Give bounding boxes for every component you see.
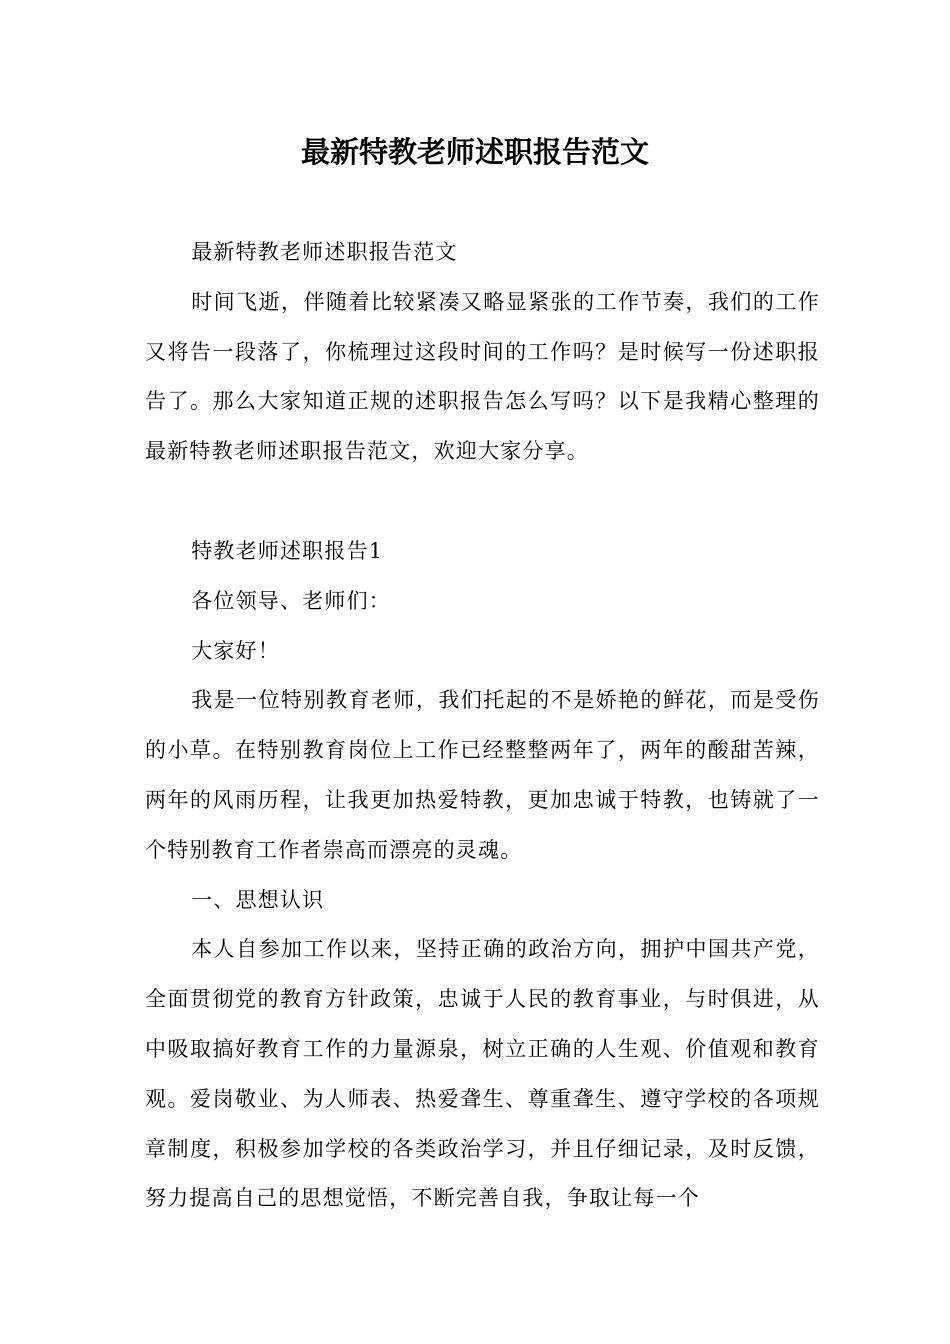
intro-heading: 最新特教老师述职报告范文 — [191, 240, 458, 264]
document-body — [145, 228, 820, 1224]
subsection-heading: 一、思想认识 — [191, 887, 325, 912]
body-paragraph: 我是一位特别教育老师，我们托起的不是娇艳的鲜花，而是受伤的小草。在特别教育岗位上工作已经整整两年了，两年的酸甜苦辣，两年的风雨历程，让我更加热爱特教，更加忠诚于特教，也铸就了一个特别教育工作者崇高而漂亮的灵魂。 — [145, 688, 820, 862]
body-paragraph: 本人自参加工作以来，坚持正确的政治方向，拥护中国共产党，全面贯彻党的教育方针政策，忠诚于人民的教育事业，与时俱进，从中吸取搞好教育工作的力量源泉，树立正确的人生观、价值观和教育观。爱岗敬业、为人师表、热爱聋生、尊重聋生、遵守学校的各项规章制度，积极参加学校的各类政治学习，并且仔细记录，及时反馈，努力提高自己的思想觉悟，不断完善自我，争取让每一个 — [145, 937, 820, 1211]
salutation: 各位领导、老师们： — [191, 588, 391, 613]
document-title: 最新特教老师述职报告范文 — [300, 135, 649, 169]
intro-paragraph: 时间飞逝，伴随着比较紧凑又略显紧张的工作节奏，我们的工作又将告一段落了，你梳理过这段时间的工作吗？是时候写一份述职报告了。那么大家知道正规的述职报告怎么写吗？以下是我精心整理的最新特教老师述职报告范文，欢迎大家分享。 — [145, 289, 820, 464]
greeting: 大家好！ — [191, 638, 280, 663]
section-heading: 特教老师述职报告1 — [191, 538, 384, 563]
